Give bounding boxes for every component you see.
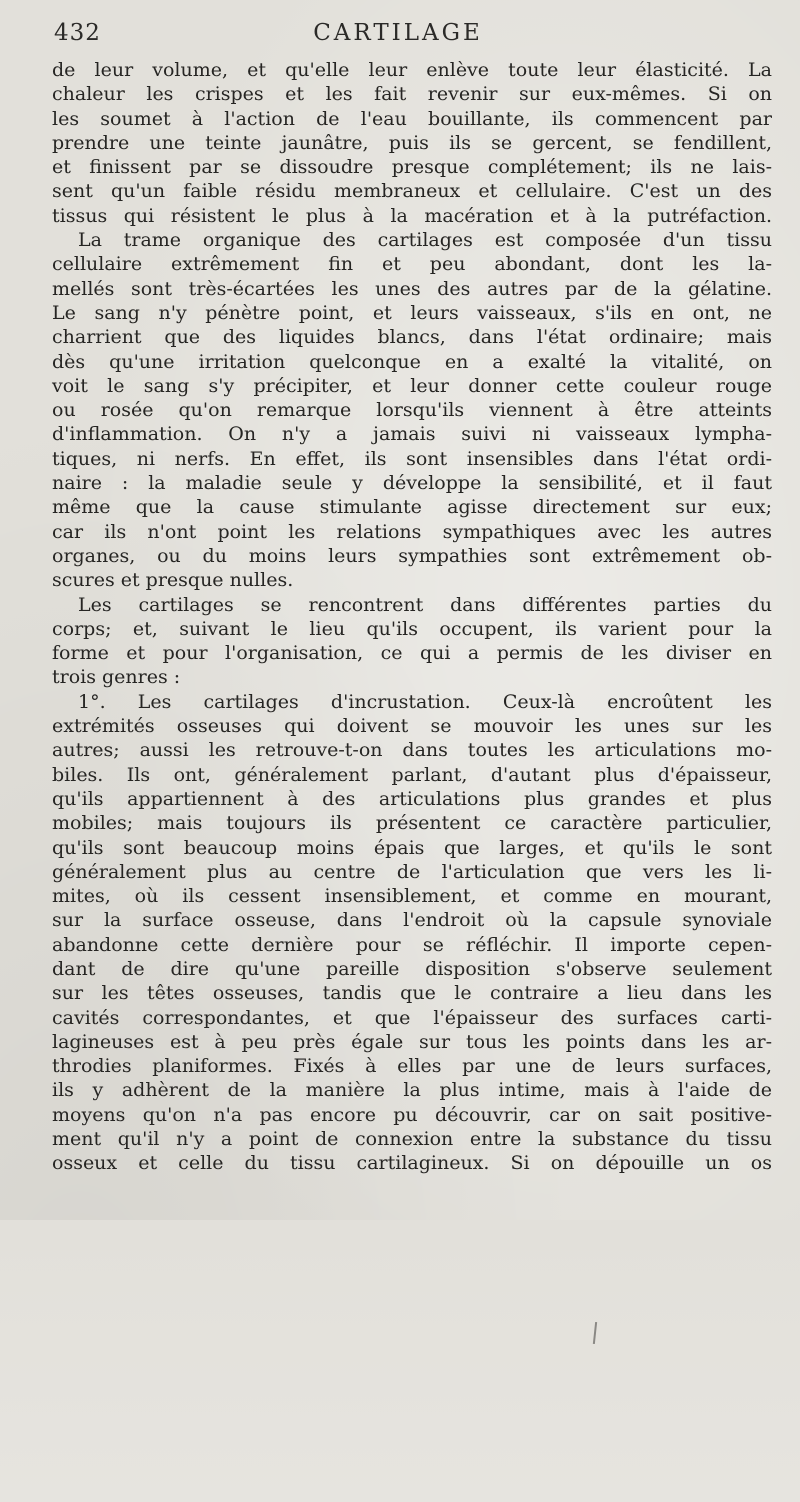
running-title: CARTILAGE bbox=[313, 20, 483, 46]
text-line: forme et pour l'organisation, ce qui a permis de les diviser en bbox=[52, 642, 772, 665]
text-line: Les cartilages se rencontrent dans différentes parties du bbox=[78, 593, 772, 616]
text-line: d'inflammation. On n'y a jamais suivi ni vaisseaux lympha- bbox=[52, 423, 772, 446]
text-line: 1°. Les cartilages d'incrustation. Ceux-là encroûtent les bbox=[78, 690, 772, 713]
text-line: qu'ils sont beaucoup moins épais que larges, et qu'ils le sont bbox=[52, 836, 772, 859]
text-line: corps; et, suivant le lieu qu'ils occupent, ils varient pour la bbox=[52, 617, 772, 640]
text-line: de leur volume, et qu'elle leur enlève toute leur élasticité. La bbox=[52, 59, 772, 81]
text-line: les soumet à l'action de l'eau bouillante, ils commencent par bbox=[52, 107, 772, 130]
text-line: cellulaire extrêmement fin et peu abondant, dont les la- bbox=[52, 253, 772, 276]
text-line: voit le sang s'y précipiter, et leur donner cette couleur rouge bbox=[52, 374, 772, 397]
text-line: prendre une teinte jaunâtre, puis ils se gercent, se fendillent, bbox=[52, 131, 772, 154]
text-line: et finissent par se dissoudre presque complétement; ils ne lais- bbox=[52, 156, 772, 179]
text-line: La trame organique des cartilages est composée d'un tissu bbox=[78, 229, 772, 252]
text-line: mellés sont très-écartées les unes des autres par de la gélatine. bbox=[52, 277, 772, 300]
text-line: qu'ils appartiennent à des articulations plus grandes et plus bbox=[52, 787, 772, 810]
text-line: mites, où ils cessent insensiblement, et comme en mourant, bbox=[52, 885, 772, 908]
text-line: sur les têtes osseuses, tandis que le contraire a lieu dans les bbox=[52, 982, 772, 1005]
text-line: abandonne cette dernière pour se réfléchir. Il importe cepen- bbox=[52, 933, 772, 956]
text-line: dant de dire qu'une pareille disposition s'observe seulement bbox=[52, 957, 772, 980]
text-line: car ils n'ont point les relations sympathiques avec les autres bbox=[52, 520, 772, 543]
text-line: sent qu'un faible résidu membraneux et cellulaire. C'est un des bbox=[52, 180, 772, 203]
text-line: tiques, ni nerfs. En effet, ils sont insensibles dans l'état ordi- bbox=[52, 447, 772, 470]
text-line: autres; aussi les retrouve-t-on dans toutes les articulations mo- bbox=[52, 739, 772, 762]
text-line: naire : la maladie seule y développe la sensibilité, et il faut bbox=[52, 472, 772, 495]
text-line: ou rosée qu'on remarque lorsqu'ils viennent à être atteints bbox=[52, 399, 772, 422]
text-line: organes, ou du moins leurs sympathies sont extrêmement ob- bbox=[52, 544, 772, 567]
text-line: généralement plus au centre de l'articulation que vers les li- bbox=[52, 860, 772, 883]
page-number: 432 bbox=[54, 20, 101, 46]
body-text bbox=[52, 58, 772, 1176]
text-line: tissus qui résistent le plus à la macération et à la putréfaction. bbox=[52, 204, 772, 227]
text-line: Le sang n'y pénètre point, et leurs vaisseaux, s'ils en ont, ne bbox=[52, 301, 772, 324]
text-line: extrémités osseuses qui doivent se mouvoir les unes sur les bbox=[52, 715, 772, 738]
page-header bbox=[48, 14, 748, 54]
text-line: throdies planiformes. Fixés à elles par une de leurs surfaces, bbox=[52, 1055, 772, 1078]
text-line: ment qu'il n'y a point de connexion entre la substance du tissu bbox=[52, 1128, 772, 1151]
text-line: scures et presque nulles. bbox=[52, 569, 294, 592]
text-line: sur la surface osseuse, dans l'endroit où la capsule synoviale bbox=[52, 909, 772, 932]
text-line: lagineuses est à peu près égale sur tous les points dans les ar- bbox=[52, 1030, 772, 1053]
text-line: trois genres : bbox=[52, 666, 181, 689]
text-line: charrient que des liquides blancs, dans l'état ordinaire; mais bbox=[52, 326, 772, 349]
text-line: cavités correspondantes, et que l'épaisseur des surfaces carti- bbox=[52, 1006, 772, 1029]
text-line: osseux et celle du tissu cartilagineux. Si on dépouille un os bbox=[52, 1152, 772, 1175]
text-line: ils y adhèrent de la manière la plus intime, mais à l'aide de bbox=[52, 1079, 772, 1102]
blank-lower-margin bbox=[0, 1220, 800, 1502]
text-line: chaleur les crispes et les fait revenir sur eux-mêmes. Si on bbox=[52, 83, 772, 106]
text-line: dès qu'une irritation quelconque en a exalté la vitalité, on bbox=[52, 350, 772, 373]
text-line: même que la cause stimulante agisse directement sur eux; bbox=[52, 496, 772, 519]
text-line: moyens qu'on n'a pas encore pu découvrir, car on sait positive- bbox=[52, 1103, 772, 1126]
text-line: mobiles; mais toujours ils présentent ce caractère particulier, bbox=[52, 812, 772, 835]
text-line: biles. Ils ont, généralement parlant, d'autant plus d'épaisseur, bbox=[52, 763, 772, 786]
